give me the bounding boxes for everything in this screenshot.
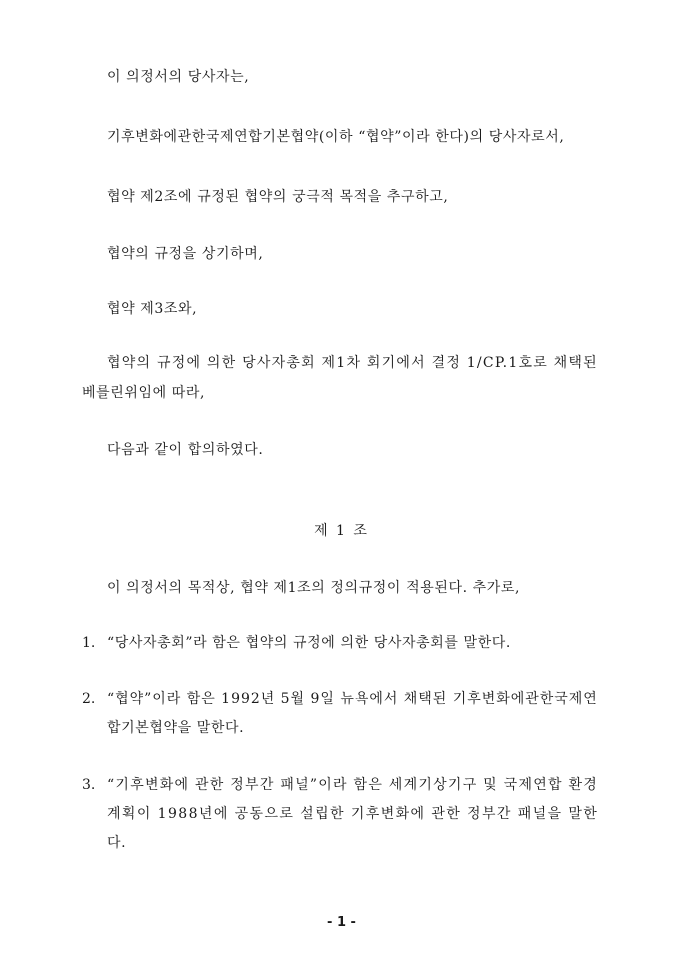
item-3-text-line-3: 다. xyxy=(107,835,127,851)
item-3-number: 3. xyxy=(82,777,96,793)
preamble-intro: 이 의정서의 당사자는, xyxy=(107,69,250,85)
item-1-text: “당사자총회”라 함은 협약의 규정에 의한 당사자총회를 말한다. xyxy=(107,635,511,651)
preamble-paragraph-5-line-2: 베를린위임에 따라, xyxy=(82,385,206,401)
item-3-text-line-2: 계획이 1988년에 공동으로 설립한 기후변화에 관한 정부간 패널을 말한 xyxy=(107,806,599,822)
item-3-text-line-1: “기후변화에 관한 정부간 패널”이라 함은 세계기상기구 및 국제연합 환경 xyxy=(107,777,599,793)
article-1-heading: 제 1 조 xyxy=(314,523,369,539)
preamble-paragraph-2: 협약 제2조에 규정된 협약의 궁극적 목적을 추구하고, xyxy=(107,189,449,205)
item-2-text-line-2: 합기본협약을 말한다. xyxy=(107,720,245,736)
preamble-paragraph-4: 협약 제3조와, xyxy=(107,301,198,317)
item-1-number: 1. xyxy=(82,635,96,651)
item-2-number: 2. xyxy=(82,691,96,707)
page-number: - 1 - xyxy=(327,915,356,930)
preamble-paragraph-5-line-1: 협약의 규정에 의한 당사자총회 제1차 회기에서 결정 1/CP.1호로 채택된 xyxy=(107,355,598,371)
item-2-text-line-1: “협약”이라 함은 1992년 5월 9일 뉴욕에서 채택된 기후변화에관한국제연 xyxy=(107,691,598,707)
preamble-paragraph-1: 기후변화에관한국제연합기본협약(이하 “협약”이라 한다)의 당사자로서, xyxy=(107,129,565,145)
preamble-paragraph-3: 협약의 규정을 상기하며, xyxy=(107,246,264,262)
preamble-paragraph-6: 다음과 같이 합의하였다. xyxy=(107,442,264,458)
article-1-intro: 이 의정서의 목적상, 협약 제1조의 정의규정이 적용된다. 추가로, xyxy=(107,580,521,596)
